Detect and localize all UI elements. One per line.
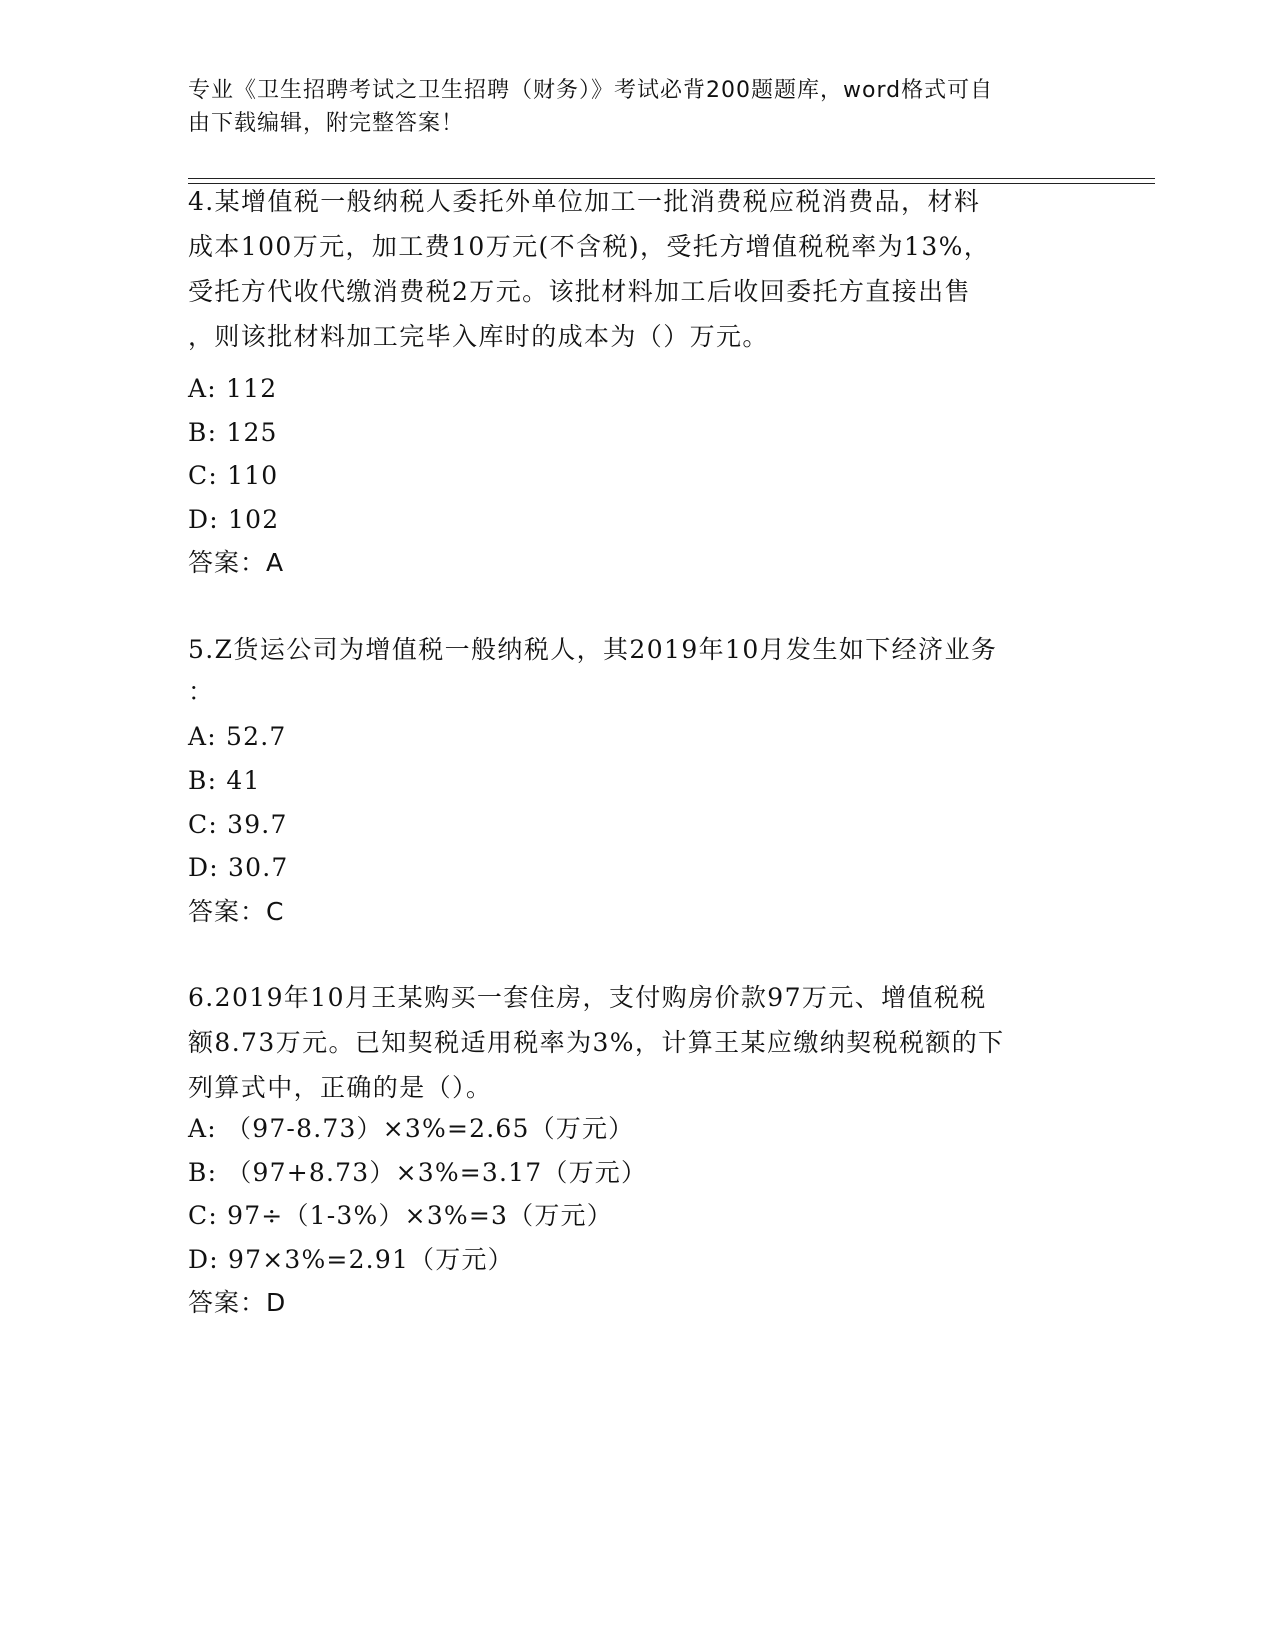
correct-answer: 答案：C [188,897,285,926]
stem-line: ，则该批材料加工完毕入库时的成本为（）万元。 [188,322,769,351]
answer-option: A: 112 [188,374,278,403]
stem-line: 列算式中，正确的是（）。 [188,1073,493,1102]
header-line: 由下载编辑，附完整答案！ [188,111,465,136]
answer-option: D: 102 [188,505,280,534]
question-stem [188,179,1088,359]
stem-line: 4.某增值税一般纳税人委托外单位加工一批消费税应税消费品，材料 [188,187,981,216]
stem-line: 6.2019年10月王某购买一套住房，支付购房价款97万元、增值税税 [188,983,987,1012]
question-stem [188,975,1088,1110]
correct-answer: 答案：D [188,1288,287,1317]
answer-option: C: 39.7 [188,810,288,839]
stem-line: ： [188,677,215,706]
answer-option: C: 97÷（1-3%）×3%=3（万元） [188,1201,613,1230]
answer-option: C: 110 [188,461,279,490]
answer-option: A: 52.7 [188,722,287,751]
answer-option: D: 30.7 [188,853,289,882]
stem-line: 额8.73万元。已知契税适用税率为3%，计算王某应缴纳契税税额的下 [188,1028,1005,1057]
document-header [188,74,1068,140]
answer-option: B: 125 [188,418,278,447]
correct-answer: 答案：A [188,548,285,577]
answer-option: D: 97×3%=2.91（万元） [188,1245,514,1274]
question-stem [188,627,1088,712]
stem-line: 5.Z货运公司为增值税一般纳税人，其2019年10月发生如下经济业务 [188,635,998,664]
stem-line: 受托方代收代缴消费税2万元。该批材料加工后收回委托方直接出售 [188,277,971,306]
stem-line: 成本100万元，加工费10万元(不含税)，受托方增值税税率为13%， [188,232,991,261]
answer-option: B: （97+8.73）×3%=3.17（万元） [188,1158,648,1187]
answer-option: B: 41 [188,766,261,795]
header-line: 专业《卫生招聘考试之卫生招聘（财务）》考试必背200题题库，word格式可自 [188,78,994,103]
answer-option: A: （97-8.73）×3%=2.65（万元） [188,1114,635,1143]
